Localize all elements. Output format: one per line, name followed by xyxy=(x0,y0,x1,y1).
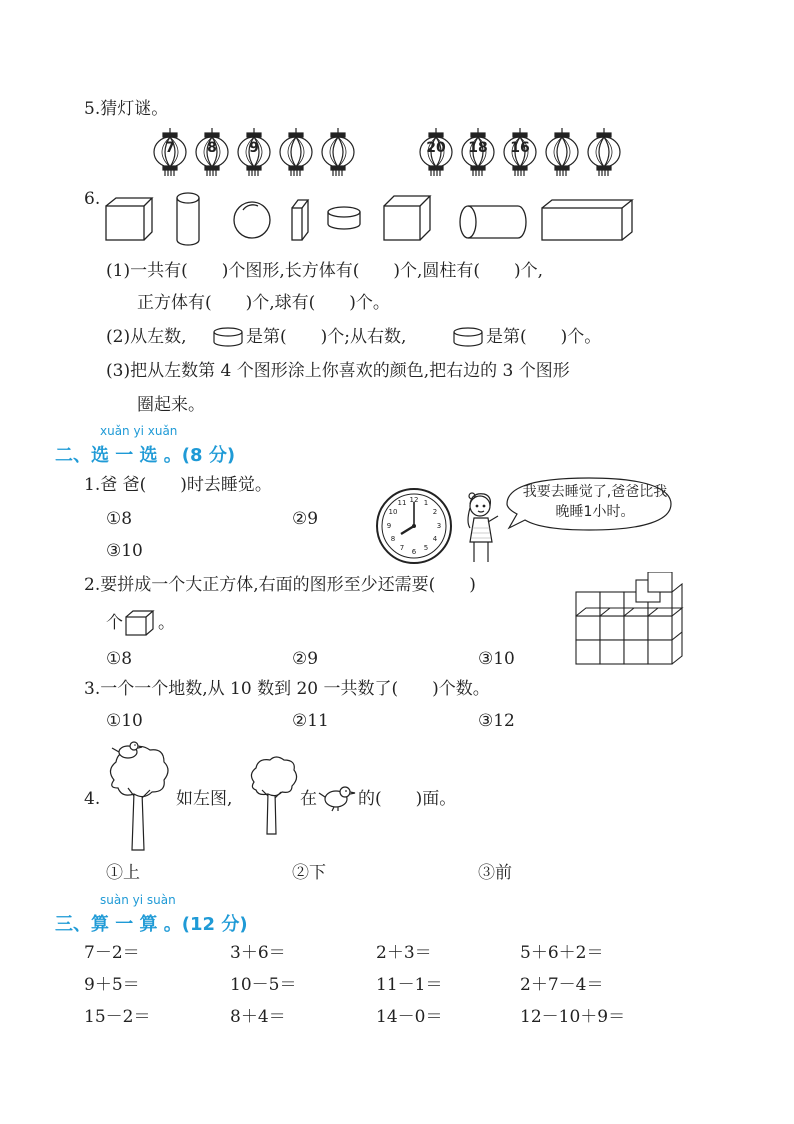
q6-line1: (1)一共有( )个图形,长方体有( )个,圆柱有( )个, xyxy=(106,261,544,281)
calc-problem: 5＋6＋2＝ xyxy=(520,943,604,963)
calc-problem: 15－2＝ xyxy=(84,1007,151,1027)
q2-1-option-2: ②9 xyxy=(292,509,319,529)
lantern xyxy=(194,128,230,178)
svg-text:12: 12 xyxy=(409,496,419,504)
cylinder-shape xyxy=(177,193,199,245)
q2-2-stem: 2.要拼成一个大正方体,右面的图形至少还需要( ) xyxy=(84,575,476,595)
calc-problem: 14－0＝ xyxy=(376,1007,443,1027)
lantern xyxy=(418,128,454,178)
svg-text:7: 7 xyxy=(399,544,405,552)
calc-problem: 2＋7－4＝ xyxy=(520,975,604,995)
flat-cylinder-shape xyxy=(328,207,360,229)
lantern xyxy=(586,128,622,178)
svg-text:3: 3 xyxy=(436,522,442,530)
q2-2-option-2: ②9 xyxy=(292,649,319,669)
q2-4-text-3: 的( )面。 xyxy=(358,789,457,809)
svg-text:4: 4 xyxy=(432,535,438,543)
long-cuboid-shape xyxy=(542,200,632,240)
q2-1-stem: 1.爸 爸( )时去睡觉。 xyxy=(84,475,272,495)
q6-line3a: (2)从左数, xyxy=(106,327,187,347)
calc-problem: 7－2＝ xyxy=(84,943,140,963)
sec3-title: 三、算 一 算 。(12 分) xyxy=(55,914,248,935)
lantern-number: 8 xyxy=(207,140,217,156)
lantern-number: 18 xyxy=(468,140,488,156)
svg-text:2: 2 xyxy=(432,508,438,516)
svg-text:5: 5 xyxy=(423,544,429,552)
q2-3-option-1: ①10 xyxy=(106,711,143,731)
q6-line3c: 是第( )个。 xyxy=(486,327,602,347)
svg-text:11: 11 xyxy=(397,499,407,507)
calc-problem: 8＋4＝ xyxy=(230,1007,286,1027)
lantern xyxy=(320,128,356,178)
lantern xyxy=(544,128,580,178)
flat-cylinder-icon xyxy=(212,326,244,348)
svg-text:1: 1 xyxy=(423,499,429,507)
q2-4-number: 4. xyxy=(84,789,101,809)
svg-text:10: 10 xyxy=(388,508,398,516)
q2-2-stem-unit: 个 xyxy=(106,613,123,633)
calc-problem: 2＋3＝ xyxy=(376,943,432,963)
lantern-number: 16 xyxy=(510,140,530,156)
speech-bubble-text: 我要去睡觉了,爸爸比我晚睡1小时。 xyxy=(522,484,668,520)
lantern xyxy=(236,128,272,178)
lantern xyxy=(502,128,538,178)
q6-label: 6. xyxy=(84,189,101,209)
flat-cylinder-icon xyxy=(452,326,484,348)
q2-2-stem-end: 。 xyxy=(158,613,175,633)
q6-line3b: 是第( )个;从右数, xyxy=(246,327,407,347)
q6-line2: 正方体有( )个,球有( )个。 xyxy=(137,293,390,313)
lantern xyxy=(460,128,496,178)
calc-problem: 10－5＝ xyxy=(230,975,297,995)
q6-line4: (3)把从左数第 4 个图形涂上你喜欢的颜色,把右边的 3 个图形 xyxy=(106,361,570,381)
thin-cuboid-shape xyxy=(292,200,308,240)
q2-2-option-3: ③10 xyxy=(478,649,515,669)
small-cube-icon xyxy=(124,609,156,637)
q2-4-option-1: ①上 xyxy=(106,863,140,883)
tree-icon xyxy=(246,756,300,836)
calc-problem: 9＋5＝ xyxy=(84,975,140,995)
girl-illustration xyxy=(460,488,506,568)
q2-1-option-1: ①8 xyxy=(106,509,133,529)
stacked-cubes-figure xyxy=(572,572,686,672)
q5-label: 5.猜灯谜。 xyxy=(84,99,169,119)
q6-shapes xyxy=(100,188,640,250)
lantern-number: 7 xyxy=(165,140,175,156)
lantern-number: 9 xyxy=(249,140,259,156)
calc-problem: 3＋6＝ xyxy=(230,943,286,963)
tree-with-bird-icon xyxy=(104,740,174,852)
q2-4-text-1: 如左图, xyxy=(176,789,233,809)
q2-3-option-2: ②11 xyxy=(292,711,329,731)
q2-3-option-3: ③12 xyxy=(478,711,515,731)
svg-text:9: 9 xyxy=(386,522,392,530)
lantern-number: 20 xyxy=(426,140,446,156)
cube-shape xyxy=(106,198,152,240)
sec3-pinyin: suàn yi suàn xyxy=(100,893,176,907)
sphere-shape xyxy=(234,202,270,238)
clock-icon xyxy=(374,486,454,566)
sec2-pinyin: xuǎn yi xuǎn xyxy=(100,424,178,438)
q2-4-option-3: ③前 xyxy=(478,863,512,883)
cube-shape xyxy=(384,196,430,240)
bird-icon xyxy=(318,782,358,812)
calc-problem: 11－1＝ xyxy=(376,975,443,995)
q2-1-option-3: ③10 xyxy=(106,541,143,561)
sec2-title: 二、选 一 选 。(8 分) xyxy=(55,445,236,466)
svg-text:8: 8 xyxy=(390,535,396,543)
lantern xyxy=(152,128,188,178)
q2-4-text-2: 在 xyxy=(300,789,317,809)
lantern xyxy=(278,128,314,178)
q2-3-stem: 3.一个一个地数,从 10 数到 20 一共数了( )个数。 xyxy=(84,679,490,699)
q2-2-option-1: ①8 xyxy=(106,649,133,669)
lying-cylinder-shape xyxy=(460,206,526,238)
q6-line5: 圈起来。 xyxy=(137,395,205,415)
q2-4-option-2: ②下 xyxy=(292,863,326,883)
calc-problem: 12－10＋9＝ xyxy=(520,1007,626,1027)
svg-text:6: 6 xyxy=(411,548,417,556)
